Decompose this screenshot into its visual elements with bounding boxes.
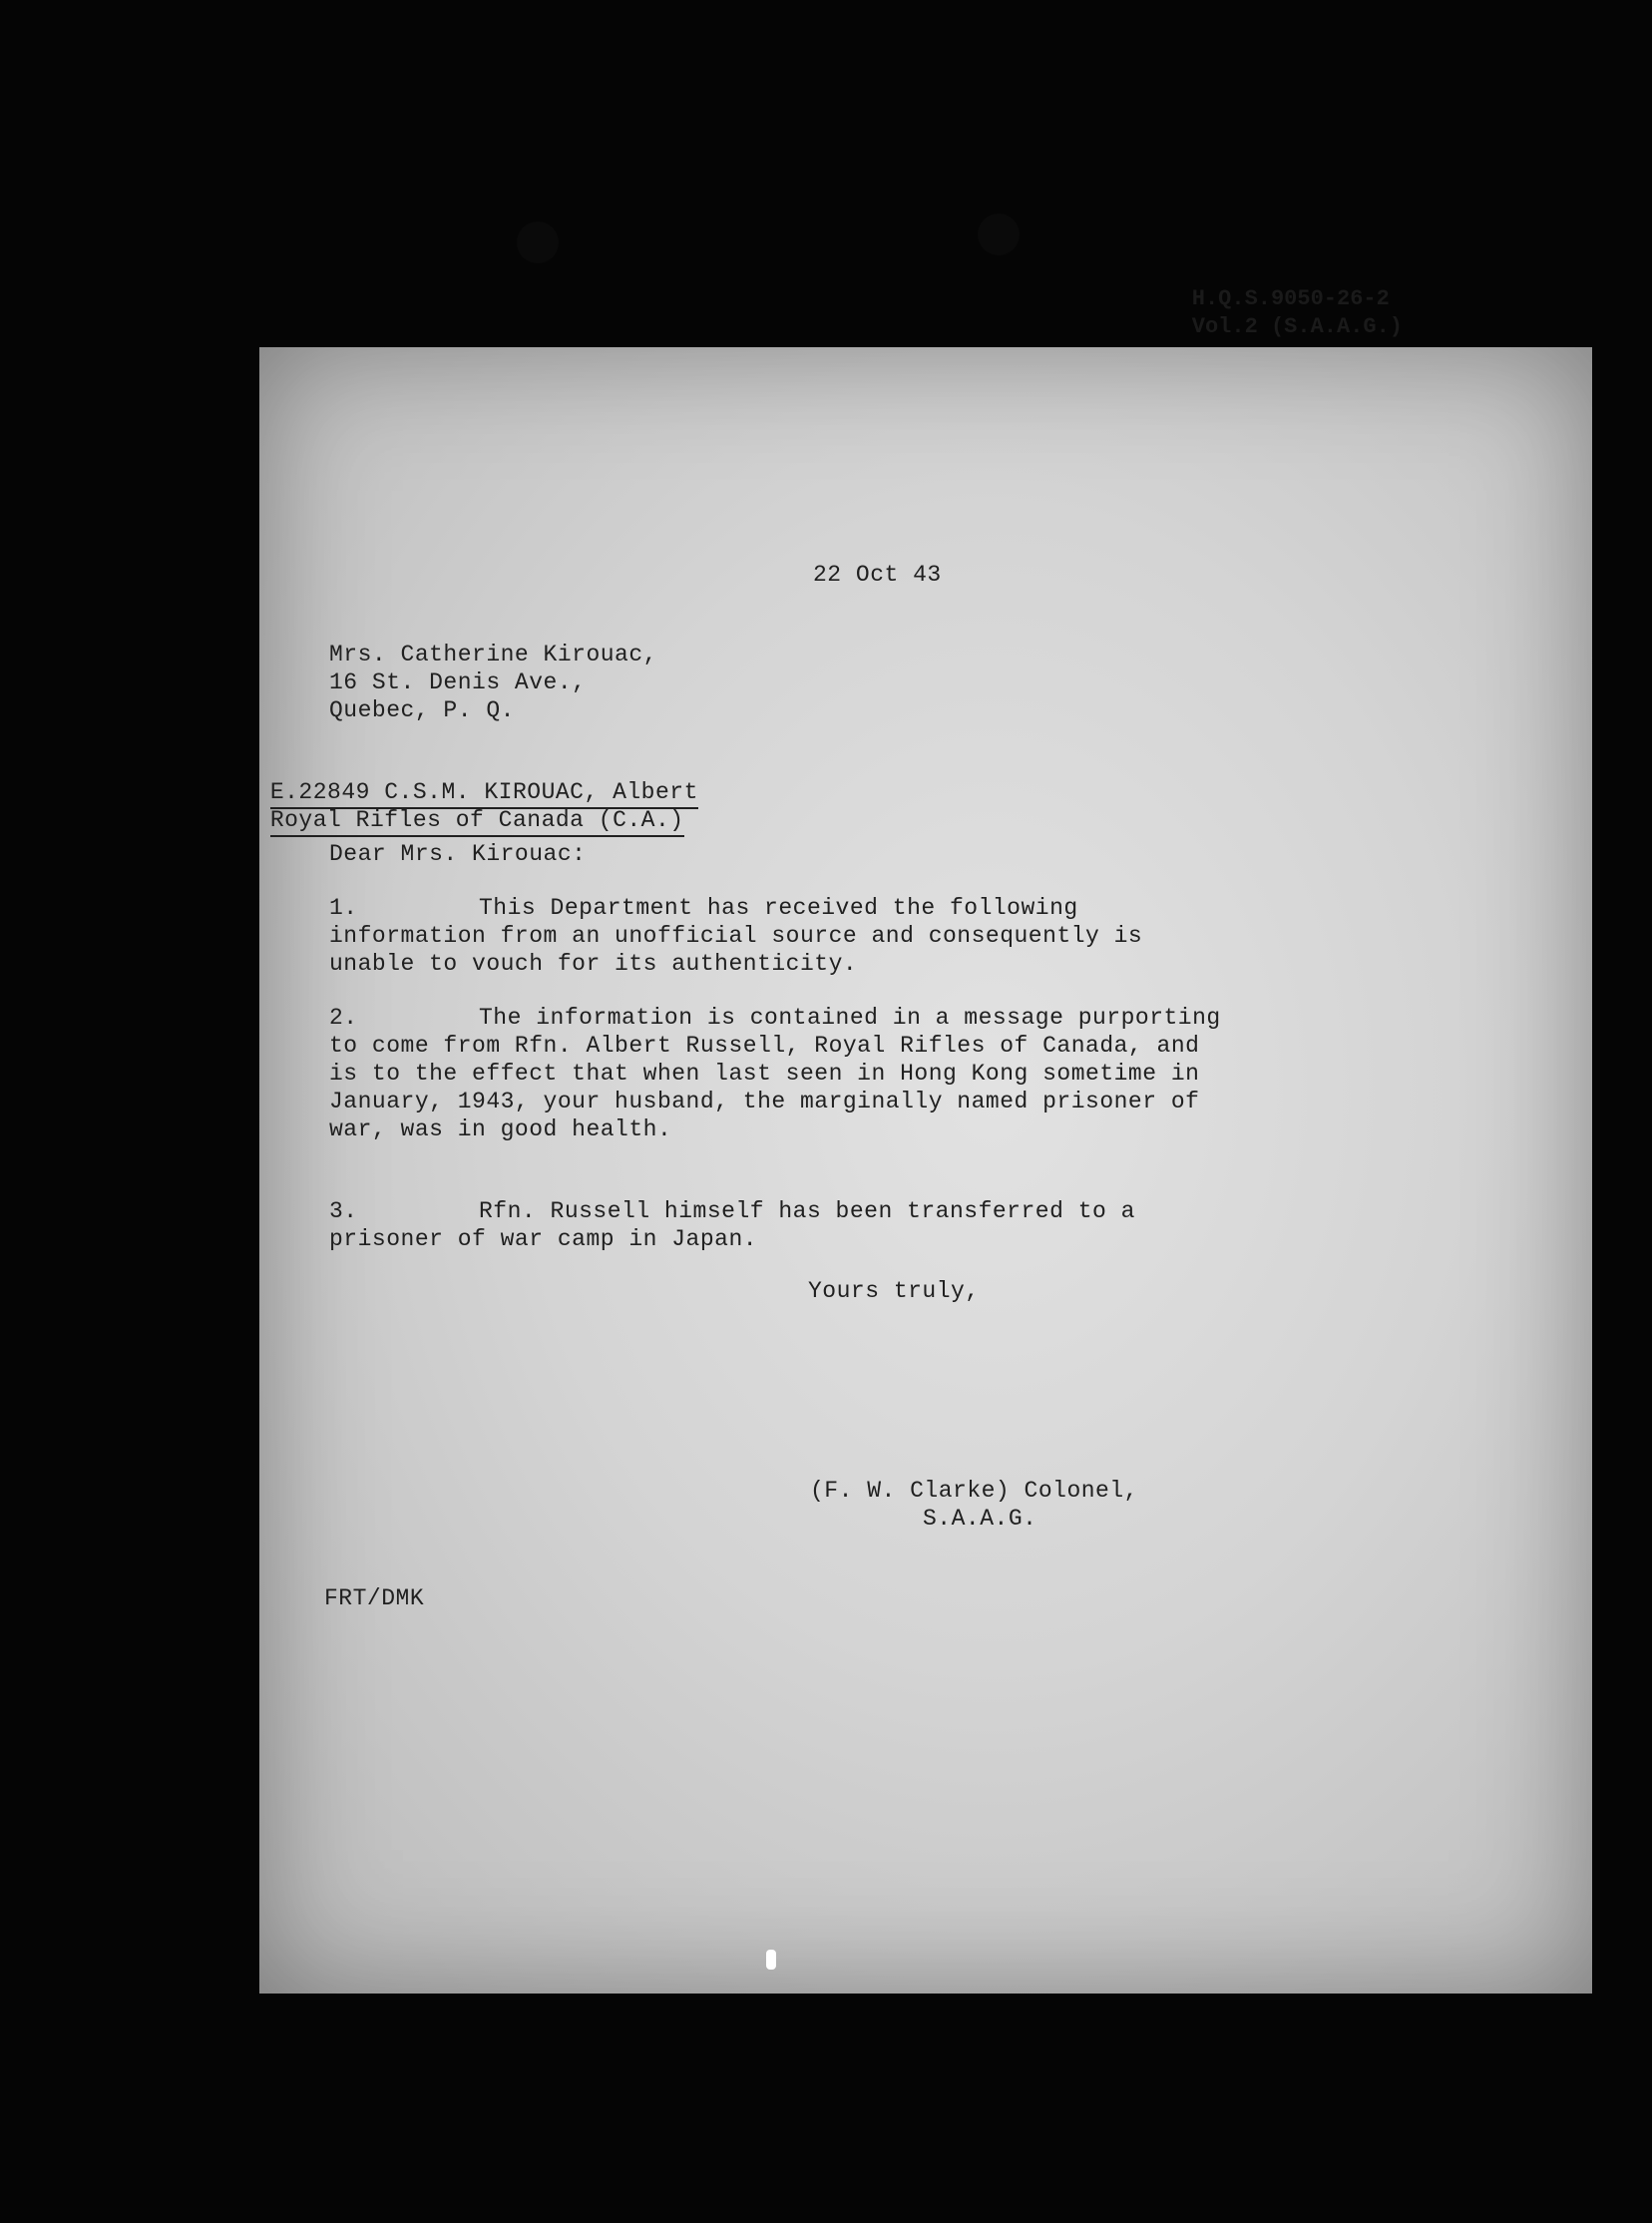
recipient-city: Quebec, P. Q. <box>329 697 515 723</box>
recipient-street: 16 St. Denis Ave., <box>329 669 587 695</box>
paragraph-1-number: 1. <box>329 895 358 921</box>
subject-line2-text: Royal Rifles of Canada (C.A.) <box>270 806 684 837</box>
document-page <box>130 174 1462 2223</box>
subject-line1-text: E.22849 C.S.M. KIROUAC, Albert <box>270 778 698 809</box>
paragraph-2-text: The information is contained in a message purporting to come from Rfn. Albert Russell, Royal Rifles of Canada, and is to the effect that when last seen in Hong Kong sometime in January, 1943, your husband, the marginally named prisoner of war, was in good health. <box>329 1005 1221 1142</box>
paragraph-1-text: This Department has received the following information from an unofficial source and consequently is unable to vouch for its authenticity. <box>329 895 1143 977</box>
letter-date: 22 Oct 43 <box>813 562 942 588</box>
film-speck <box>766 1950 776 1970</box>
punch-hole-right <box>978 214 1020 255</box>
punch-hole-left <box>517 222 559 263</box>
salutation: Dear Mrs. Kirouac: <box>329 841 587 867</box>
file-reference-line2: Vol.2 (S.A.A.G.) <box>1191 314 1403 339</box>
recipient-name: Mrs. Catherine Kirouac, <box>329 642 657 667</box>
paragraph-2 <box>329 1004 1227 1143</box>
paragraph-3-text: Rfn. Russell himself has been transferred to a prisoner of war camp in Japan. <box>329 1198 1135 1252</box>
typist-initials: FRT/DMK <box>324 1585 425 1611</box>
paper-sheet <box>259 347 1592 1994</box>
signature-title: S.A.A.G. <box>923 1506 1037 1532</box>
paragraph-3 <box>329 1197 1227 1253</box>
paragraph-2-number: 2. <box>329 1005 358 1031</box>
paragraph-3-number: 3. <box>329 1198 358 1224</box>
closing: Yours truly, <box>808 1278 980 1304</box>
file-reference <box>1192 285 1403 341</box>
signature-name: (F. W. Clarke) Colonel, <box>810 1478 1138 1504</box>
paragraph-1 <box>329 894 1227 978</box>
file-reference-line1: H.Q.S.9050-26-2 <box>1191 286 1390 311</box>
